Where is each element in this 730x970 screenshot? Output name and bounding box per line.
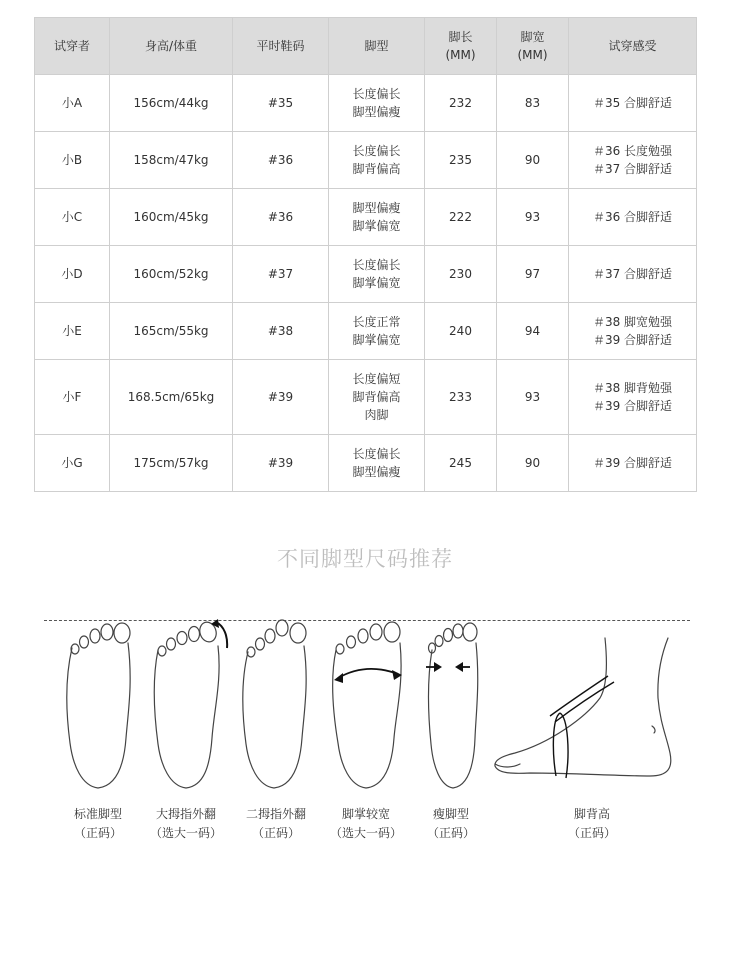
- table-cell: #37: [233, 246, 329, 303]
- header-cell: 脚型: [329, 18, 425, 75]
- header-cell: 试穿感受: [569, 18, 697, 75]
- header-cell: 试穿者: [35, 18, 110, 75]
- table-cell: 小C: [35, 189, 110, 246]
- table-cell: ＃39 合脚舒适: [569, 435, 697, 492]
- wide-foot-icon: [328, 618, 408, 793]
- table-cell: #35: [233, 75, 329, 132]
- table-cell: ＃38 脚背勉强 ＃39 合脚舒适: [569, 360, 697, 435]
- foot-caption: 大拇指外翻 （选大一码）: [149, 807, 222, 840]
- section-title: 不同脚型尺码推荐: [277, 547, 453, 571]
- table-cell: 240: [425, 303, 497, 360]
- table-cell: ＃38 脚宽勉强 ＃39 合脚舒适: [569, 303, 697, 360]
- table-cell: ＃35 合脚舒适: [569, 75, 697, 132]
- table-cell: 长度偏短 脚背偏高 肉脚: [329, 360, 425, 435]
- table-cell: 160cm/45kg: [110, 189, 233, 246]
- foot-caption: 二拇指外翻 （正码）: [245, 807, 306, 840]
- table-row: [35, 189, 697, 246]
- table-cell: 90: [497, 132, 569, 189]
- table-cell: 233: [425, 360, 497, 435]
- table-cell: 小A: [35, 75, 110, 132]
- foot-caption: 脚背高 （正码）: [567, 807, 616, 840]
- header-cell: 脚长 (MM): [425, 18, 497, 75]
- foot-caption: 脚掌较宽 （选大一码）: [329, 807, 402, 840]
- table-cell: 222: [425, 189, 497, 246]
- table-cell: 90: [497, 435, 569, 492]
- table-row: [35, 435, 697, 492]
- table-cell: ＃36 合脚舒适: [569, 189, 697, 246]
- table-cell: 232: [425, 75, 497, 132]
- table-cell: 156cm/44kg: [110, 75, 233, 132]
- table-cell: 长度偏长 脚型偏瘦: [329, 435, 425, 492]
- bunion-foot-icon: [148, 618, 238, 793]
- thin-foot-icon: [418, 618, 488, 793]
- table-cell: 脚型偏瘦 脚掌偏宽: [329, 189, 425, 246]
- table-cell: 245: [425, 435, 497, 492]
- foot-caption: 标准脚型 （正码）: [73, 807, 122, 840]
- table-cell: 小B: [35, 132, 110, 189]
- table-cell: 长度偏长 脚背偏高: [329, 132, 425, 189]
- header-cell: 脚宽 (MM): [497, 18, 569, 75]
- table-cell: 83: [497, 75, 569, 132]
- table-cell: 93: [497, 189, 569, 246]
- foot-caption: 瘦脚型 （正码）: [426, 807, 475, 840]
- fit-test-table: [34, 17, 697, 492]
- standard-foot-icon: [60, 618, 140, 793]
- table-cell: 160cm/52kg: [110, 246, 233, 303]
- table-cell: 长度正常 脚掌偏宽: [329, 303, 425, 360]
- table-cell: 小G: [35, 435, 110, 492]
- second-toe-foot-icon: [236, 618, 316, 793]
- table-cell: #39: [233, 360, 329, 435]
- table-cell: #39: [233, 435, 329, 492]
- table-row: [35, 303, 697, 360]
- table-cell: 235: [425, 132, 497, 189]
- table-row: [35, 246, 697, 303]
- table-row: [35, 75, 697, 132]
- table-cell: 小F: [35, 360, 110, 435]
- table-cell: 93: [497, 360, 569, 435]
- table-cell: 158cm/47kg: [110, 132, 233, 189]
- table-header-row: [35, 18, 697, 75]
- table-cell: 165cm/55kg: [110, 303, 233, 360]
- table-cell: 97: [497, 246, 569, 303]
- table-cell: 小D: [35, 246, 110, 303]
- table-row: [35, 132, 697, 189]
- table-cell: ＃36 长度勉强 ＃37 合脚舒适: [569, 132, 697, 189]
- header-cell: 平时鞋码: [233, 18, 329, 75]
- table-cell: 175cm/57kg: [110, 435, 233, 492]
- table-cell: 长度偏长 脚掌偏宽: [329, 246, 425, 303]
- table-cell: ＃37 合脚舒适: [569, 246, 697, 303]
- table-cell: #36: [233, 132, 329, 189]
- table-cell: #36: [233, 189, 329, 246]
- table-cell: 168.5cm/65kg: [110, 360, 233, 435]
- table-cell: 94: [497, 303, 569, 360]
- table-cell: #38: [233, 303, 329, 360]
- high-instep-foot-icon: [490, 618, 690, 793]
- table-cell: 小E: [35, 303, 110, 360]
- header-cell: 身高/体重: [110, 18, 233, 75]
- table-cell: 长度偏长 脚型偏瘦: [329, 75, 425, 132]
- table-cell: 230: [425, 246, 497, 303]
- table-row: [35, 360, 697, 435]
